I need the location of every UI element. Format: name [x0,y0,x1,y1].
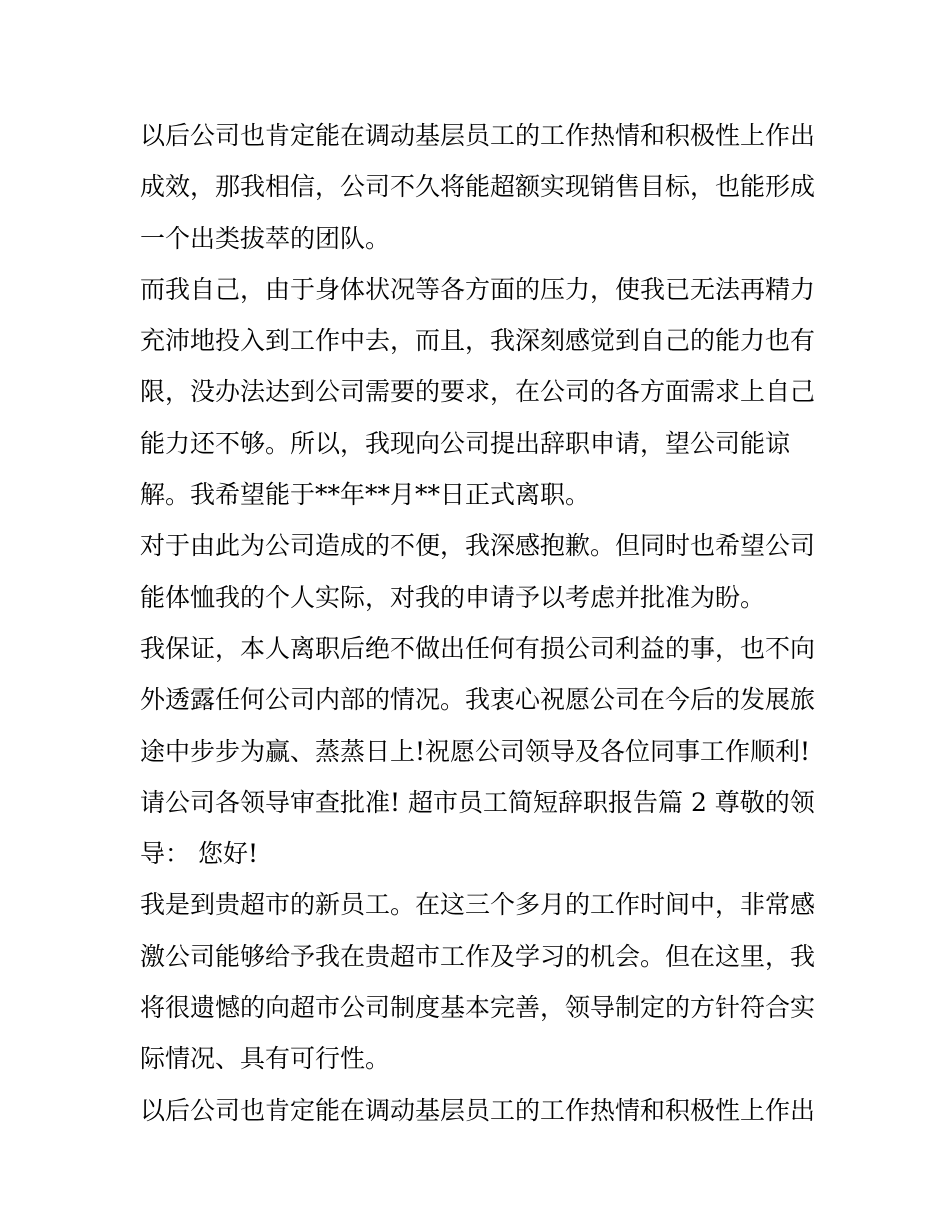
text-line: 充沛地投入到工作中去，而且，我深刻感觉到自己的能力也有 [140,326,816,356]
text-line: 成效，那我相信，公司不久将能超额实现销售目标，也能形成 [140,172,816,202]
text-line: 导： 您好! [140,839,258,869]
text-line: 能力还不够。所以，我现向公司提出辞职申请，望公司能谅 [140,428,791,458]
text-line: 请公司各领导审查批准! 超市员工简短辞职报告篇 2 尊敬的领 [140,787,815,817]
text-line: 途中步步为赢、蒸蒸日上!祝愿公司领导及各位同事工作顺利! [140,736,811,766]
text-line: 能体恤我的个人实际，对我的申请予以考虑并批准为盼。 [140,582,766,612]
text-line: 一个出类拔萃的团队。 [140,223,391,253]
text-line: 外透露任何公司内部的情况。我衷心祝愿公司在今后的发展旅 [140,685,816,715]
text-line: 激公司能够给予我在贵超市工作及学习的机会。但在这里，我 [140,941,816,971]
text-line: 限，没办法达到公司需要的要求，在公司的各方面需求上自己 [140,377,816,407]
text-line: 以后公司也肯定能在调动基层员工的工作热情和积极性上作出 [140,121,816,150]
text-line: 际情况、具有可行性。 [140,1044,391,1074]
text-line: 而我自己，由于身体状况等各方面的压力，使我已无法再精力 [140,274,816,304]
text-line: 我保证，本人离职后绝不做出任何有损公司利益的事，也不向 [140,633,816,663]
text-line: 我是到贵超市的新员工。在这三个多月的工作时间中，非常感 [140,890,816,920]
document-body [140,110,820,1136]
text-line: 解。我希望能于**年**月**日正式离职。 [140,480,591,510]
text-line: 将很遗憾的向超市公司制度基本完善，领导制定的方针符合实 [140,993,816,1023]
text-line: 对于由此为公司造成的不便，我深感抱歉。但同时也希望公司 [140,531,816,561]
text-line: 以后公司也肯定能在调动基层员工的工作热情和积极性上作出 [140,1095,816,1125]
